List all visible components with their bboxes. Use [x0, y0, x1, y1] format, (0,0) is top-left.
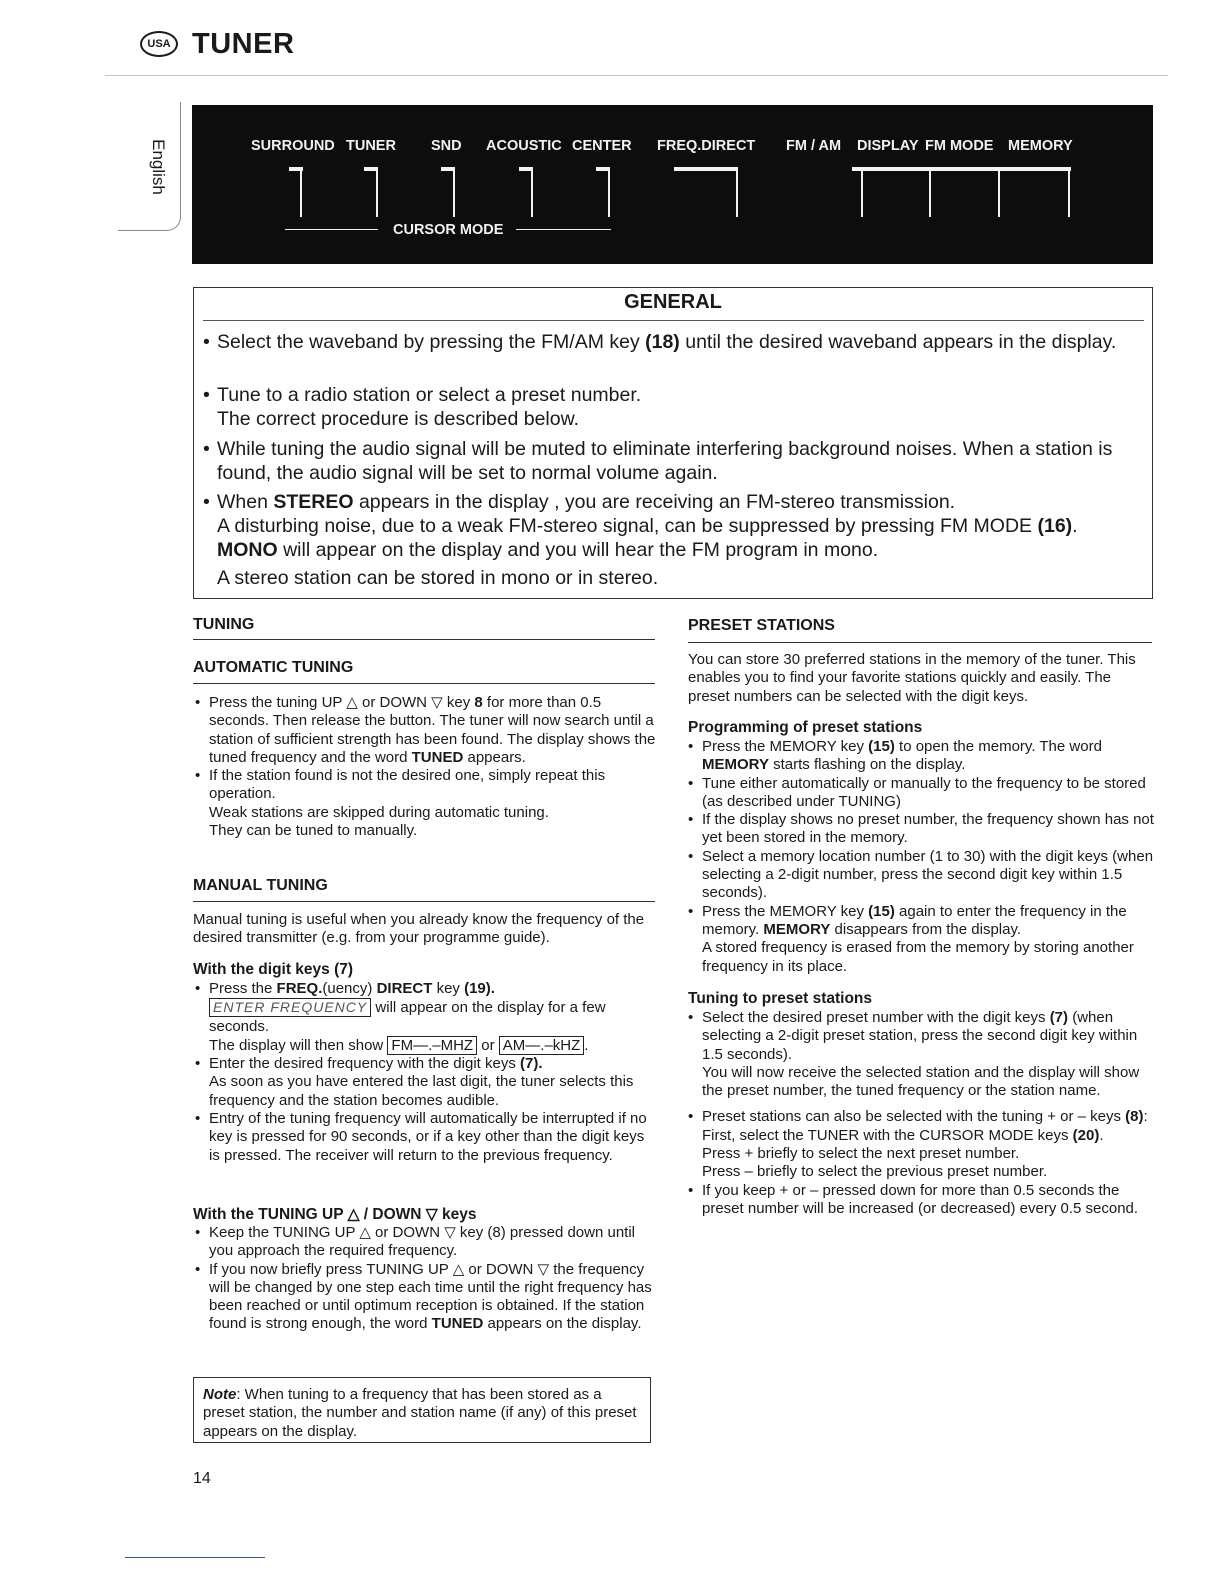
digit-keys-list	[193, 980, 658, 1165]
cursor-mode-line-right	[516, 229, 611, 230]
cursor-mode-label: CURSOR MODE	[393, 222, 504, 238]
fm-mode-key-stem	[998, 167, 1000, 217]
page-title: TUNER	[192, 27, 295, 60]
center-key-stem	[608, 167, 610, 217]
list-item: • Press the MEMORY key (15) to open the memory. The word MEMORY starts flashing on the display.	[686, 738, 1154, 775]
list-item: • Select a memory location number (1 to 30) with the digit keys (when selecting a 2-digit number, press the second digit key within 1.5 seconds).	[686, 848, 1154, 903]
snd-key-stem	[453, 167, 455, 217]
preset-stations-rule	[688, 642, 1152, 643]
preset-stations-heading: PRESET STATIONS	[688, 617, 835, 634]
tuning-presets-list	[686, 1009, 1154, 1218]
general-item-2: • Tune to a radio station or select a preset number. The correct procedure is described below.	[203, 384, 642, 430]
panel-label-acoustic: ACOUSTIC	[486, 138, 562, 154]
tuning-heading: TUNING	[193, 616, 255, 633]
cursor-mode-line-left	[285, 229, 378, 230]
tuner-key-stem	[376, 167, 378, 217]
list-item: • Entry of the tuning frequency will automatically be interrupted if no key is pressed for 90 seconds, or if a key other than the digit keys is pressed. The receiver will return to the previous frequency.	[193, 1110, 658, 1165]
manual-tuning-heading: MANUAL TUNING	[193, 877, 328, 894]
panel-label-fm-mode: FM MODE	[925, 138, 994, 154]
manual-tuning-intro: Manual tuning is useful when you already know the frequency of the desired transmitter (e.g. from your programme guide).	[193, 911, 645, 947]
language-label: English	[149, 139, 169, 195]
preset-intro: You can store 30 preferred stations in the memory of the tuner. This enables you to find your favorite stations quickly and easily. The preset numbers can be selected with the digit keys.	[688, 651, 1136, 705]
list-item: • If the station found is not the desired one, simply repeat this operation. Weak stations are skipped during automatic tuning. They can be tuned to manually.	[193, 767, 658, 840]
acoustic-key-stem	[531, 167, 533, 217]
list-item: • Press the MEMORY key (15) again to enter the frequency in the memory. MEMORY disappears from the display. A stored frequency is erased from the memory by storing another frequency in its place.	[686, 903, 1154, 976]
fm-am-display-fmmode-memory-keys	[852, 167, 1071, 171]
tuning-heading-rule	[193, 639, 655, 640]
general-title: GENERAL	[624, 291, 722, 313]
panel-label-memory: MEMORY	[1008, 138, 1073, 154]
footer-line	[125, 1557, 265, 1558]
list-item: • Preset stations can also be selected with the tuning + or – keys (8): First, select the TUNER with the CURSOR MODE keys (20). Press + briefly to select the next preset number. Press – briefly to select the previous preset number.	[686, 1108, 1154, 1181]
fm-am-key-stem	[861, 167, 863, 217]
page-header	[140, 24, 294, 64]
updown-keys-list	[193, 1224, 658, 1334]
general-last-line: A stereo station can be stored in mono or in stereo.	[217, 567, 659, 589]
panel-label-center: CENTER	[572, 138, 632, 154]
panel-label-surround: SURROUND	[251, 138, 335, 154]
programming-list	[686, 738, 1154, 976]
surround-key-stem	[300, 167, 302, 217]
programming-heading: Programming of preset stations	[688, 719, 923, 736]
panel-label-snd: SND	[431, 138, 462, 154]
list-item: • Tune either automatically or manually to the frequency to be stored (as described under TUNING)	[686, 775, 1154, 812]
list-item: • If you now briefly press TUNING UP △ or DOWN ▽ the frequency will be changed by one step each time until the right frequency has been reached or until optimum reception is obtained. If the station found is strong enough, the word TUNED appears on the display.	[193, 1261, 658, 1334]
freq-direct-key	[674, 167, 738, 171]
freq-direct-key-stem	[736, 167, 738, 217]
note-box: Note: When tuning to a frequency that has been stored as a preset station, the number and station name (if any) of this preset appears on the display.	[193, 1377, 651, 1443]
lcd-am-khz: AM—.–kHZ	[499, 1036, 585, 1055]
digit-keys-heading: With the digit keys (7)	[193, 961, 354, 978]
memory-key-stem	[1068, 167, 1070, 217]
panel-label-display: DISPLAY	[857, 138, 919, 154]
panel-label-fm-am: FM / AM	[786, 138, 842, 154]
updown-keys-heading: With the TUNING UP △ / DOWN ▽ keys	[193, 1206, 477, 1223]
general-title-rule	[203, 320, 1144, 321]
header-rule	[105, 75, 1168, 76]
manual-tuning-rule	[193, 901, 655, 902]
general-item-1: • Select the waveband by pressing the FM/AM key (18) until the desired waveband appears in the display.	[203, 331, 1117, 353]
automatic-tuning-rule	[193, 683, 655, 684]
panel-label-tuner: TUNER	[346, 138, 396, 154]
list-item: • Keep the TUNING UP △ or DOWN ▽ key (8) pressed down until you approach the required frequency.	[193, 1224, 658, 1261]
lcd-enter-frequency: ENTER FREQUENCY	[209, 998, 371, 1017]
list-item: • If you keep + or – pressed down for more than 0.5 seconds the preset number will be increased (or decreased) every 0.5 second.	[686, 1182, 1154, 1219]
automatic-tuning-heading: AUTOMATIC TUNING	[193, 659, 354, 676]
list-item: • Select the desired preset number with the digit keys (7) (when selecting a 2-digit preset station, press the second digit key within 1.5 seconds). You will now receive the selected station and the display will show the preset number, the tuned frequency or the station name.	[686, 1009, 1154, 1100]
tuning-presets-heading: Tuning to preset stations	[688, 990, 872, 1007]
list-item: • Press the FREQ.(uency) DIRECT key (19). ENTER FREQUENCY will appear on the display for a few seconds. The display will then show FM—.–MHZ or AM—.–kHZ .	[193, 980, 658, 1055]
page-number: 14	[193, 1470, 211, 1487]
usa-region-badge: USA	[140, 31, 178, 57]
lcd-fm-mhz: FM—.–MHZ	[387, 1036, 477, 1055]
automatic-tuning-list	[193, 694, 658, 840]
list-item: • Enter the desired frequency with the digit keys (7). As soon as you have entered the last digit, the tuner selects this frequency and the station becomes audible.	[193, 1055, 658, 1110]
list-item: • If the display shows no preset number, the frequency shown has not yet been stored in the memory.	[686, 811, 1154, 848]
general-item-3: • While tuning the audio signal will be muted to eliminate interfering background noises. When a station is found, the audio signal will be set to normal volume again.	[203, 438, 1113, 484]
list-item: • Press the tuning UP △ or DOWN ▽ key 8 for more than 0.5 seconds. Then release the button. The tuner will now search until a station of sufficient strength has been found. The display shows the tuned frequency and the word TUNED appears.	[193, 694, 658, 767]
panel-label-freq-direct: FREQ.DIRECT	[657, 138, 756, 154]
front-panel-illustration	[192, 105, 1153, 264]
general-item-4: • When STEREO appears in the display , you are receiving an FM-stereo transmission. A disturbing noise, due to a weak FM-stereo signal, can be suppressed by pressing FM MODE (16). MONO will appear on the display and you will hear the FM program in mono.	[203, 491, 1078, 561]
display-key-stem	[929, 167, 931, 217]
